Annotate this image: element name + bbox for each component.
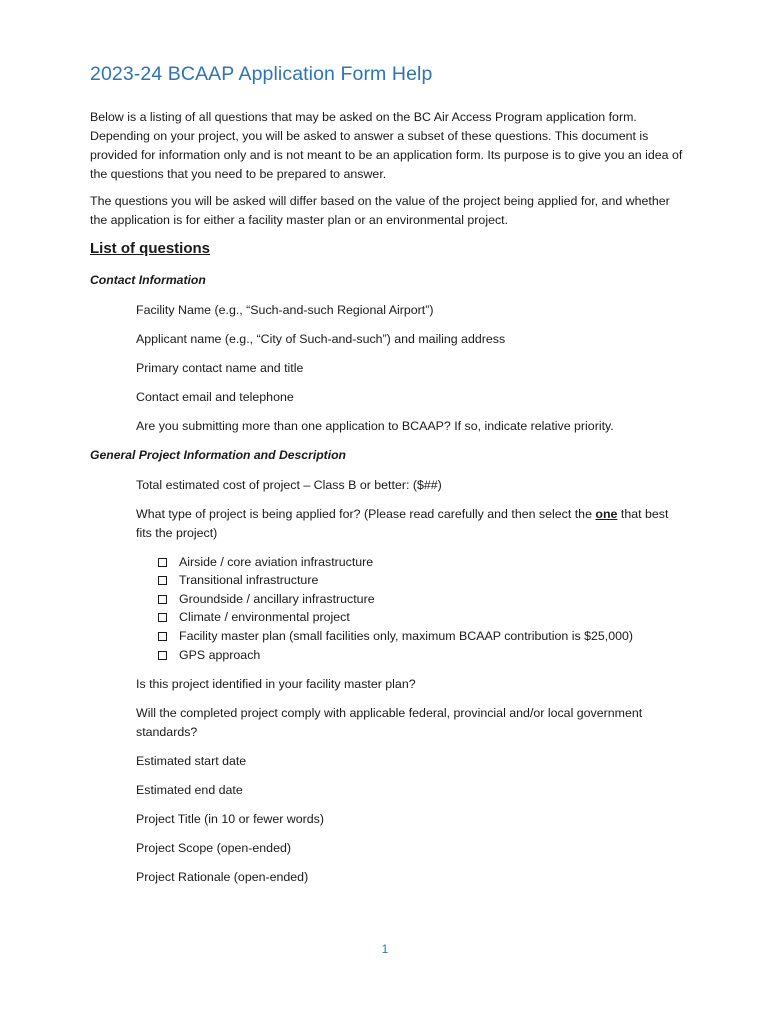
option-climate[interactable] [158,608,350,626]
general-project-heading: General Project Information and Description [90,448,346,462]
option-gps[interactable] [158,646,260,664]
question-project-type-text: What type of project is being applied for? (Please read carefully and then select the [136,507,596,521]
question-total-cost: Total estimated cost of project – Class B or better: ($##) [136,478,442,492]
option-groundside[interactable] [158,590,375,608]
checkbox-icon[interactable] [158,595,167,604]
question-project-scope: Project Scope (open-ended) [136,841,291,855]
intro-paragraph-2: The questions you will be asked will differ based on the value of the project being applied for, and whether the application is for either a facility master plan or an environmental project. [90,194,670,227]
intro-paragraph-1: Below is a listing of all questions that may be asked on the BC Air Access Program application form. Depending on your project, you will be asked to answer a subset of these questions. This document is provided for information only and is not meant to be an application form. Its purpose is to give you an idea of the questions that you need to be prepared to answer. [90,110,683,181]
option-label: Transitional infrastructure [179,573,319,587]
option-label: Climate / environmental project [179,610,350,624]
option-label: Airside / core aviation infrastructure [179,555,374,569]
question-project-type [136,505,676,543]
question-master-plan: Is this project identified in your facility master plan? [136,677,416,691]
checkbox-icon[interactable] [158,651,167,660]
question-multiple-applications: Are you submitting more than one application to BCAAP? If so, indicate relative priority. [136,419,614,433]
question-contact-email: Contact email and telephone [136,390,294,404]
option-airside[interactable] [158,553,373,571]
checkbox-icon[interactable] [158,613,167,622]
option-master-plan[interactable] [158,627,633,645]
question-applicant-name: Applicant name (e.g., “City of Such-and-such”) and mailing address [136,332,506,346]
question-end-date: Estimated end date [136,783,243,797]
question-facility-name: Facility Name (e.g., “Such-and-such Regional Airport”) [136,303,434,317]
checkbox-icon[interactable] [158,576,167,585]
checkbox-icon[interactable] [158,632,167,641]
question-project-type-text-end: that best fits the project) [136,507,669,540]
checkbox-icon[interactable] [158,558,167,567]
option-label: Facility master plan (small facilities only, maximum BCAAP contribution is $25,000) [179,629,634,643]
question-project-title: Project Title (in 10 or fewer words) [136,812,324,826]
question-primary-contact: Primary contact name and title [136,361,304,375]
option-label: Groundside / ancillary infrastructure [179,592,375,606]
option-label: GPS approach [179,648,261,662]
contact-information-heading: Contact Information [90,273,206,287]
question-project-type-emphasis: one [595,507,618,521]
question-comply: Will the completed project comply with applicable federal, provincial and/or local government standards? [136,706,643,739]
page-number: 1 [381,942,389,956]
question-project-rationale: Project Rationale (open-ended) [136,870,309,884]
option-transitional[interactable] [158,571,318,589]
list-of-questions-heading: List of questions [90,240,210,257]
question-start-date: Estimated start date [136,754,247,768]
document-title: 2023-24 BCAAP Application Form Help [90,63,433,85]
